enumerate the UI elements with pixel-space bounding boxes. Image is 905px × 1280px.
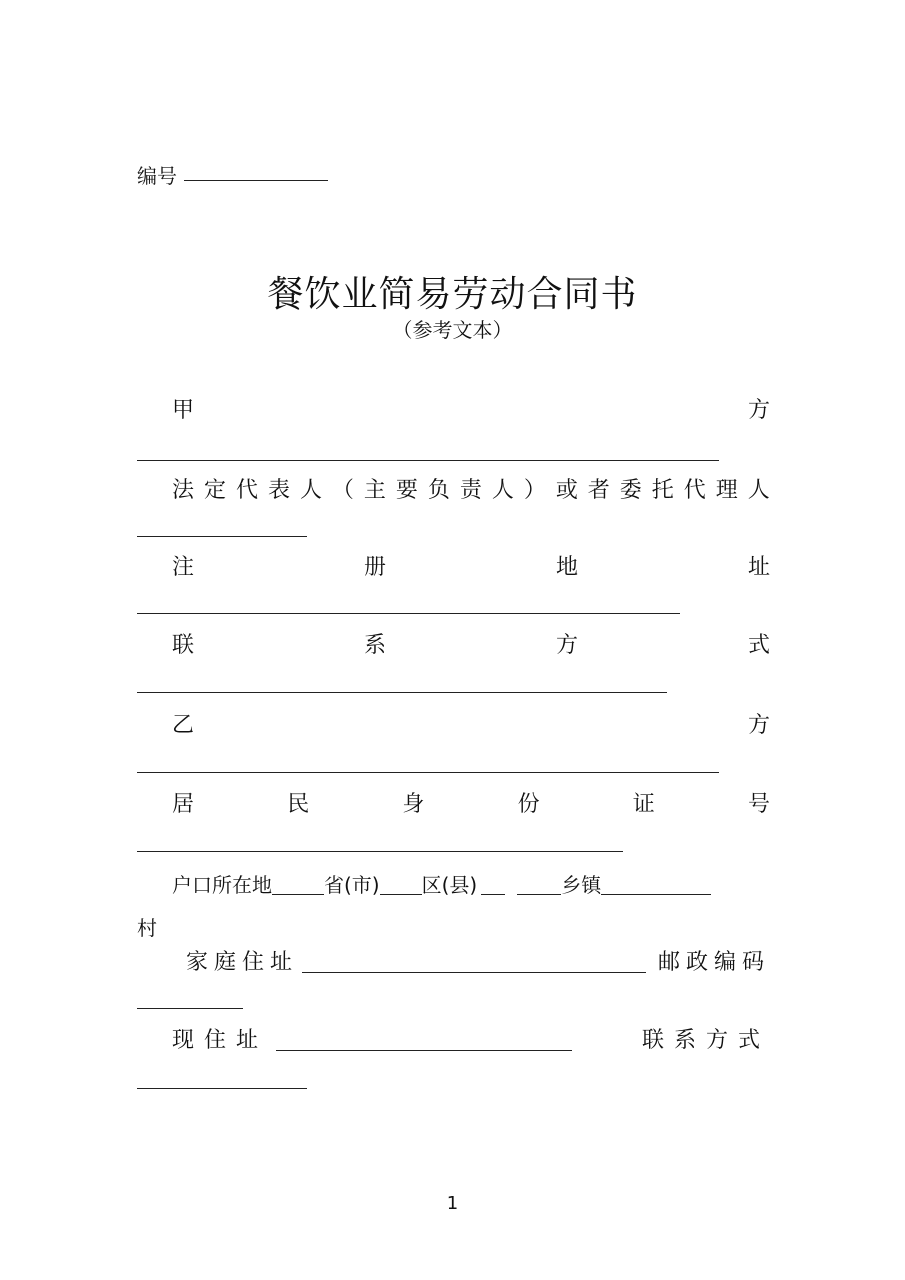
document-title: 餐饮业简易劳动合同书 bbox=[267, 274, 638, 315]
label-char: 负 bbox=[427, 478, 450, 503]
label-char: 甲 bbox=[172, 398, 195, 423]
district-blank-2[interactable] bbox=[481, 874, 505, 895]
home-address-row bbox=[186, 950, 770, 976]
village-label: 村 bbox=[137, 916, 157, 940]
party-b-blank[interactable] bbox=[137, 772, 719, 773]
label-char: 方 bbox=[555, 633, 578, 658]
label-char: 表 bbox=[267, 478, 290, 503]
town-label: 乡镇 bbox=[561, 873, 602, 897]
legal-rep-blank[interactable] bbox=[137, 536, 307, 537]
party-a-label bbox=[172, 398, 770, 424]
postcode-label: 邮政编码 bbox=[657, 950, 770, 975]
district-label: 区(县) bbox=[421, 873, 478, 897]
hukou-row bbox=[172, 872, 711, 898]
label-char: 方 bbox=[747, 398, 770, 423]
party-a-contact-label bbox=[172, 633, 770, 659]
id-card-blank[interactable] bbox=[137, 851, 623, 852]
label-char: 系 bbox=[363, 633, 386, 658]
current-address-blank[interactable] bbox=[276, 1030, 572, 1051]
label-char: 人 bbox=[299, 478, 322, 503]
serial-number-label: 编号 bbox=[137, 164, 177, 188]
current-address-label: 现住址 bbox=[172, 1028, 269, 1053]
label-char: 居 bbox=[172, 792, 195, 817]
label-char: 号 bbox=[747, 792, 770, 817]
serial-number-blank[interactable] bbox=[184, 180, 328, 181]
registered-address-blank[interactable] bbox=[137, 613, 680, 614]
party-b-contact-blank[interactable] bbox=[137, 1088, 307, 1089]
home-address-label: 家庭住址 bbox=[186, 950, 299, 975]
hukou-label: 户口所在地 bbox=[172, 873, 272, 897]
label-char: 要 bbox=[395, 478, 418, 503]
label-char: ） bbox=[523, 478, 546, 503]
current-address-row bbox=[172, 1028, 770, 1054]
label-char: 或 bbox=[555, 478, 578, 503]
party-b-label bbox=[172, 713, 770, 739]
label-char: 册 bbox=[363, 555, 386, 580]
label-char: 法 bbox=[172, 478, 195, 503]
label-char: 注 bbox=[172, 555, 195, 580]
label-char: 者 bbox=[587, 478, 610, 503]
label-char: （ bbox=[331, 478, 354, 503]
home-address-blank[interactable] bbox=[302, 952, 646, 973]
label-char: 代 bbox=[683, 478, 706, 503]
label-char: 证 bbox=[632, 792, 655, 817]
label-char: 托 bbox=[651, 478, 674, 503]
province-label: 省(市) bbox=[324, 873, 380, 897]
id-card-label bbox=[172, 792, 770, 818]
label-char: 定 bbox=[203, 478, 226, 503]
label-char: 理 bbox=[715, 478, 738, 503]
label-char: 代 bbox=[235, 478, 258, 503]
label-char: 乙 bbox=[172, 713, 195, 738]
label-char: 主 bbox=[363, 478, 386, 503]
document-subtitle: （参考文本） bbox=[392, 318, 513, 342]
legal-rep-label bbox=[172, 478, 770, 504]
village-blank[interactable] bbox=[601, 874, 711, 895]
label-char: 地 bbox=[555, 555, 578, 580]
postcode-blank[interactable] bbox=[137, 1008, 243, 1009]
label-char: 人 bbox=[747, 478, 770, 503]
district-blank[interactable] bbox=[380, 874, 422, 895]
party-a-blank[interactable] bbox=[137, 460, 719, 461]
town-blank[interactable] bbox=[517, 874, 561, 895]
label-char: 民 bbox=[287, 792, 310, 817]
province-blank[interactable] bbox=[272, 874, 324, 895]
registered-address-label bbox=[172, 555, 770, 581]
party-b-contact-label: 联系方式 bbox=[641, 1028, 770, 1053]
label-char: 方 bbox=[747, 713, 770, 738]
party-a-contact-blank[interactable] bbox=[137, 692, 667, 693]
label-char: 联 bbox=[172, 633, 195, 658]
label-char: 式 bbox=[747, 633, 770, 658]
label-char: 址 bbox=[747, 555, 770, 580]
page-number: 1 bbox=[446, 1193, 459, 1214]
label-char: 份 bbox=[517, 792, 540, 817]
label-char: 人 bbox=[491, 478, 514, 503]
label-char: 委 bbox=[619, 478, 642, 503]
label-char: 责 bbox=[459, 478, 482, 503]
label-char: 身 bbox=[402, 792, 425, 817]
